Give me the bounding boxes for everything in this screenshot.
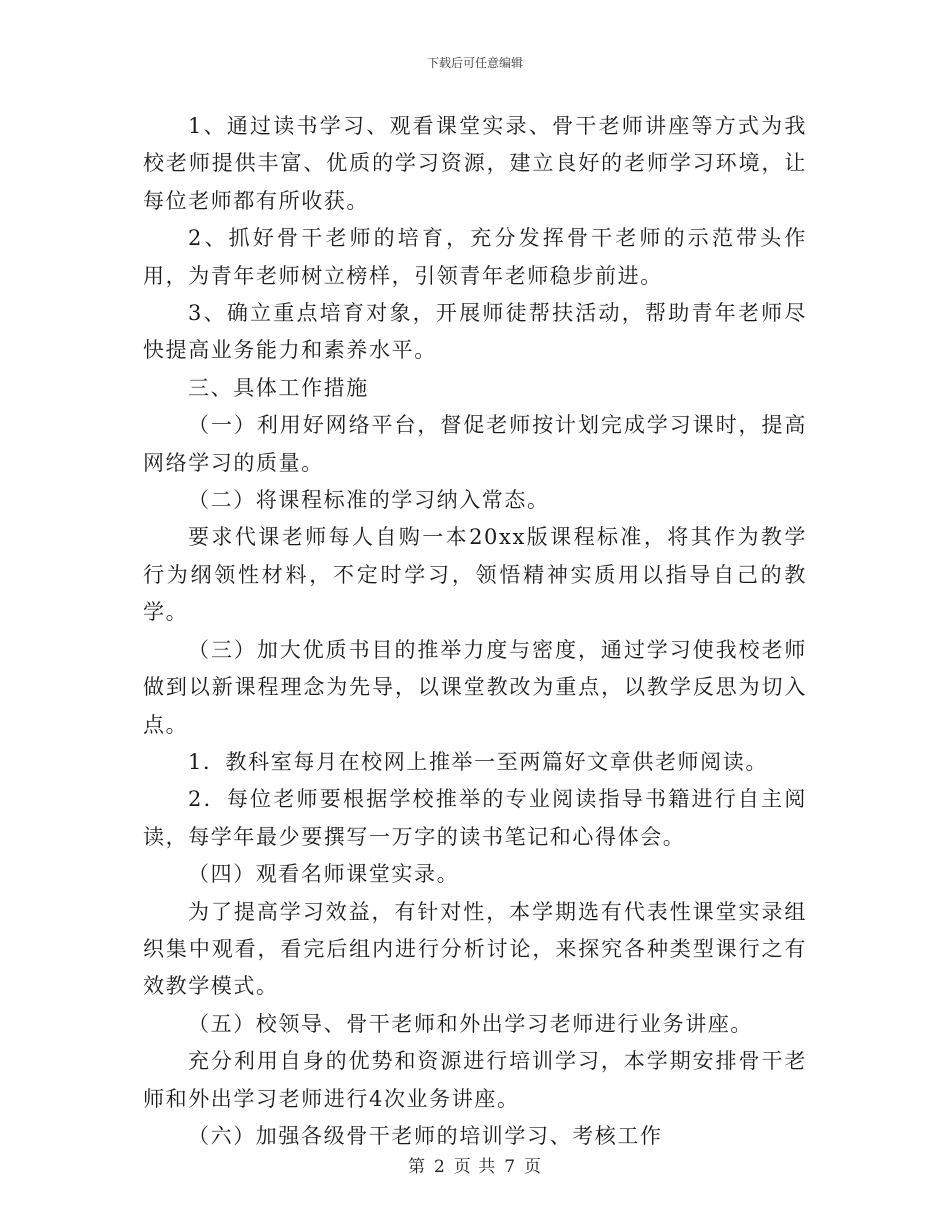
page-label-suffix: 页 <box>524 1157 543 1177</box>
paragraph-goal-3: 3、确立重点培育对象，开展师徒帮扶活动，帮助青年老师尽快提高业务能力和素养水平。 <box>143 301 807 363</box>
header-note: 下载后可任意编辑 <box>426 56 523 70</box>
page-label-prefix: 第 <box>407 1157 426 1177</box>
paragraph-measure-1: （一）利用好网络平台，督促老师按计划完成学习课时，提高网络学习的质量。 <box>143 413 807 475</box>
paragraph-measure-3-item-1: 1．教科室每月在校网上推举一至两篇好文章供老师阅读。 <box>188 749 768 774</box>
paragraph-measure-3: （三）加大优质书目的推举力度与密度，通过学习使我校老师做到以新课程理念为先导，以课堂教改为重点，以教学反思为切入点。 <box>143 637 807 737</box>
page-footer <box>0 1152 950 1177</box>
paragraph-goal-2: 2、抓好骨干老师的培育，充分发挥骨干老师的示范带头作用，为青年老师树立榜样，引领青年老师稳步前进。 <box>143 226 807 288</box>
paragraph-measure-2-detail: 要求代课老师每人自购一本20xx版课程标准，将其作为教学行为纲领性材料，不定时学习，领悟精神实质用以指导自己的教学。 <box>143 525 807 625</box>
total-pages-number: 7 <box>504 1157 517 1177</box>
paragraph-measure-2: （二）将课程标准的学习纳入常态。 <box>188 488 550 513</box>
paragraph-measure-6: （六）加强各级骨干老师的培训学习、考核工作 <box>188 1123 663 1148</box>
section-heading-measures: 三、具体工作措施 <box>188 375 369 400</box>
paragraph-goal-1: 1、通过读书学习、观看课堂实录、骨干老师讲座等方式为我校老师提供丰富、优质的学习资源，建立良好的老师学习环境，让每位老师都有所收获。 <box>143 114 807 213</box>
page-label-mid: 页 共 <box>453 1157 497 1177</box>
paragraph-measure-4: （四）观看名师课堂实录。 <box>188 862 460 887</box>
current-page-number: 2 <box>433 1157 446 1177</box>
paragraph-measure-5: （五）校领导、骨干老师和外出学习老师进行业务讲座。 <box>188 1011 753 1036</box>
paragraph-measure-4-detail: 为了提高学习效益，有针对性，本学期选有代表性课堂实录组织集中观看，看完后组内进行分析讨论，来探究各种类型课行之有效教学模式。 <box>143 899 807 999</box>
paragraph-measure-5-detail: 充分利用自身的优势和资源进行培训学习，本学期安排骨干老师和外出学习老师进行4次业务讲座。 <box>143 1049 807 1111</box>
paragraph-measure-3-item-2: 2．每位老师要根据学校推举的专业阅读指导书籍进行自主阅读，每学年最少要撰写一万字的读书笔记和心得体会。 <box>143 787 807 849</box>
document-body <box>143 108 807 1155</box>
